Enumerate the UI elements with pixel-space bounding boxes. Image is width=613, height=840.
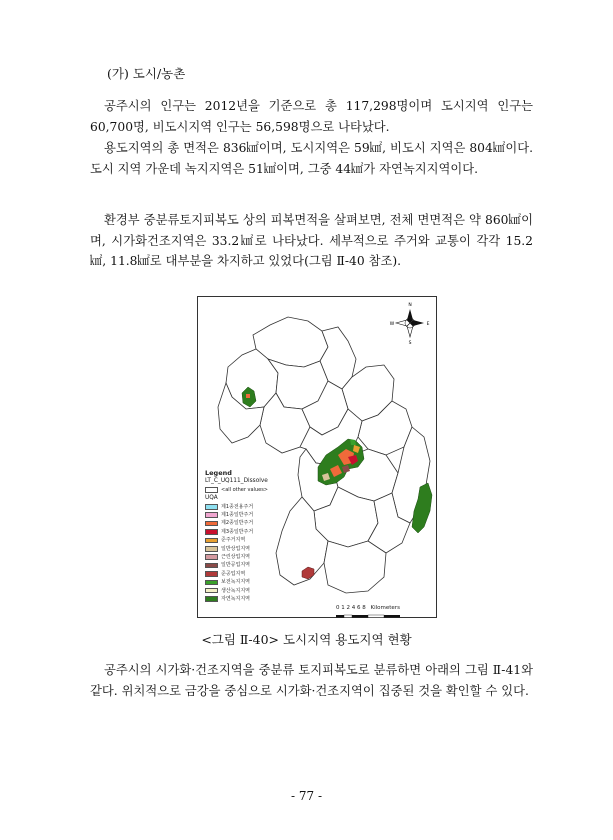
legend-label: <all other values> bbox=[221, 486, 268, 493]
legend-label: 제1종전용주거 bbox=[221, 503, 254, 510]
legend-swatch bbox=[205, 546, 218, 552]
legend-row bbox=[205, 578, 268, 586]
legend-row bbox=[205, 587, 268, 595]
legend-row bbox=[205, 595, 268, 603]
legend-row bbox=[205, 511, 268, 519]
paragraph-urbanized-area: 공주시의 시가화·건조지역을 중분류 토지피복도로 분류하면 아래의 그림 Ⅱ-41와 같다. 위치적으로 금강을 중심으로 시가화·건조지역이 집중된 것을 확인할 수 있다. bbox=[90, 663, 533, 698]
legend-swatch bbox=[205, 504, 218, 510]
legend-swatch bbox=[205, 563, 218, 569]
paragraph-land-cover: 환경부 중분류토지피복도 상의 피복면적을 살펴보면, 전체 면면적은 약 860㎢이며, 시가화건조지역은 33.2㎢로 나타났다. 세부적으로 주거와 교통이 각각 15.2㎢, 11.8㎢로 대부분을 차지하고 있었다(그림 Ⅱ-40 참조). bbox=[90, 213, 533, 268]
legend-swatch bbox=[205, 521, 218, 527]
compass-e: E bbox=[426, 322, 430, 327]
legend-swatch bbox=[205, 487, 218, 493]
legend-swatch bbox=[205, 596, 218, 602]
zoning-map-figure bbox=[197, 296, 437, 618]
legend-swatch bbox=[205, 554, 218, 560]
scale-ticks: 0 1 2 4 6 8 bbox=[336, 605, 366, 611]
page-number: - 77 - bbox=[290, 789, 322, 803]
legend-label: 준공업지역 bbox=[221, 570, 246, 577]
legend-label: 제2종일반주거 bbox=[221, 520, 254, 527]
legend-label: 보전녹지지역 bbox=[221, 579, 250, 586]
north-arrow-icon bbox=[390, 302, 430, 346]
legend-label: 근린상업지역 bbox=[221, 553, 250, 560]
compass-s: S bbox=[408, 341, 412, 346]
legend-row bbox=[205, 536, 268, 544]
legend-row-other bbox=[205, 486, 268, 494]
legend-label: 제1종일반주거 bbox=[221, 512, 254, 518]
legend-label: 생산녹지지역 bbox=[221, 587, 250, 594]
scale-bar bbox=[336, 615, 400, 618]
legend-label: 제3종일반주거 bbox=[221, 528, 254, 535]
legend-swatch bbox=[205, 588, 218, 594]
legend-swatch bbox=[205, 571, 218, 577]
scale-unit: Kilometers bbox=[370, 605, 400, 611]
legend-swatch bbox=[205, 538, 218, 544]
compass-n: N bbox=[408, 303, 412, 308]
legend-label: 일반공업지역 bbox=[221, 562, 250, 569]
legend-row bbox=[205, 561, 268, 569]
legend-row bbox=[205, 570, 268, 578]
legend-layer2: UQA bbox=[205, 495, 218, 502]
legend-items bbox=[205, 503, 268, 604]
paragraph-zoning-area: 용도지역의 총 면적은 836㎢이며, 도시지역은 59㎢, 비도시 지역은 804㎢이다. 도시 지역 가운데 녹지지역은 51㎢이며, 그중 44㎢가 자연녹지지역이다. bbox=[90, 141, 533, 176]
section-heading: (가) 도시/농촌 bbox=[107, 66, 186, 81]
legend-label: 자연녹지지역 bbox=[221, 595, 250, 602]
scale-labels bbox=[336, 605, 400, 611]
legend-row bbox=[205, 528, 268, 536]
legend-swatch bbox=[205, 512, 218, 518]
legend-swatch bbox=[205, 580, 218, 586]
figure-caption: <그림 Ⅱ-40> 도시지역 용도지역 현황 bbox=[201, 632, 412, 647]
map-legend bbox=[205, 469, 268, 603]
legend-label: 준주거지역 bbox=[221, 537, 246, 544]
paragraph-population: 공주시의 인구는 2012년을 기준으로 총 117,298명이며 도시지역 인구는 60,700명, 비도시지역 인구는 56,598명으로 나타났다. bbox=[90, 99, 533, 134]
legend-label: 일반상업지역 bbox=[221, 545, 250, 552]
legend-layer1: LT_C_UQ111_Dissolve bbox=[205, 478, 268, 485]
legend-row bbox=[205, 519, 268, 527]
legend-swatch bbox=[205, 529, 218, 535]
legend-row bbox=[205, 545, 268, 553]
legend-row bbox=[205, 553, 268, 561]
legend-title: Legend bbox=[205, 469, 232, 477]
legend-row bbox=[205, 503, 268, 511]
compass-w: W bbox=[389, 322, 395, 327]
